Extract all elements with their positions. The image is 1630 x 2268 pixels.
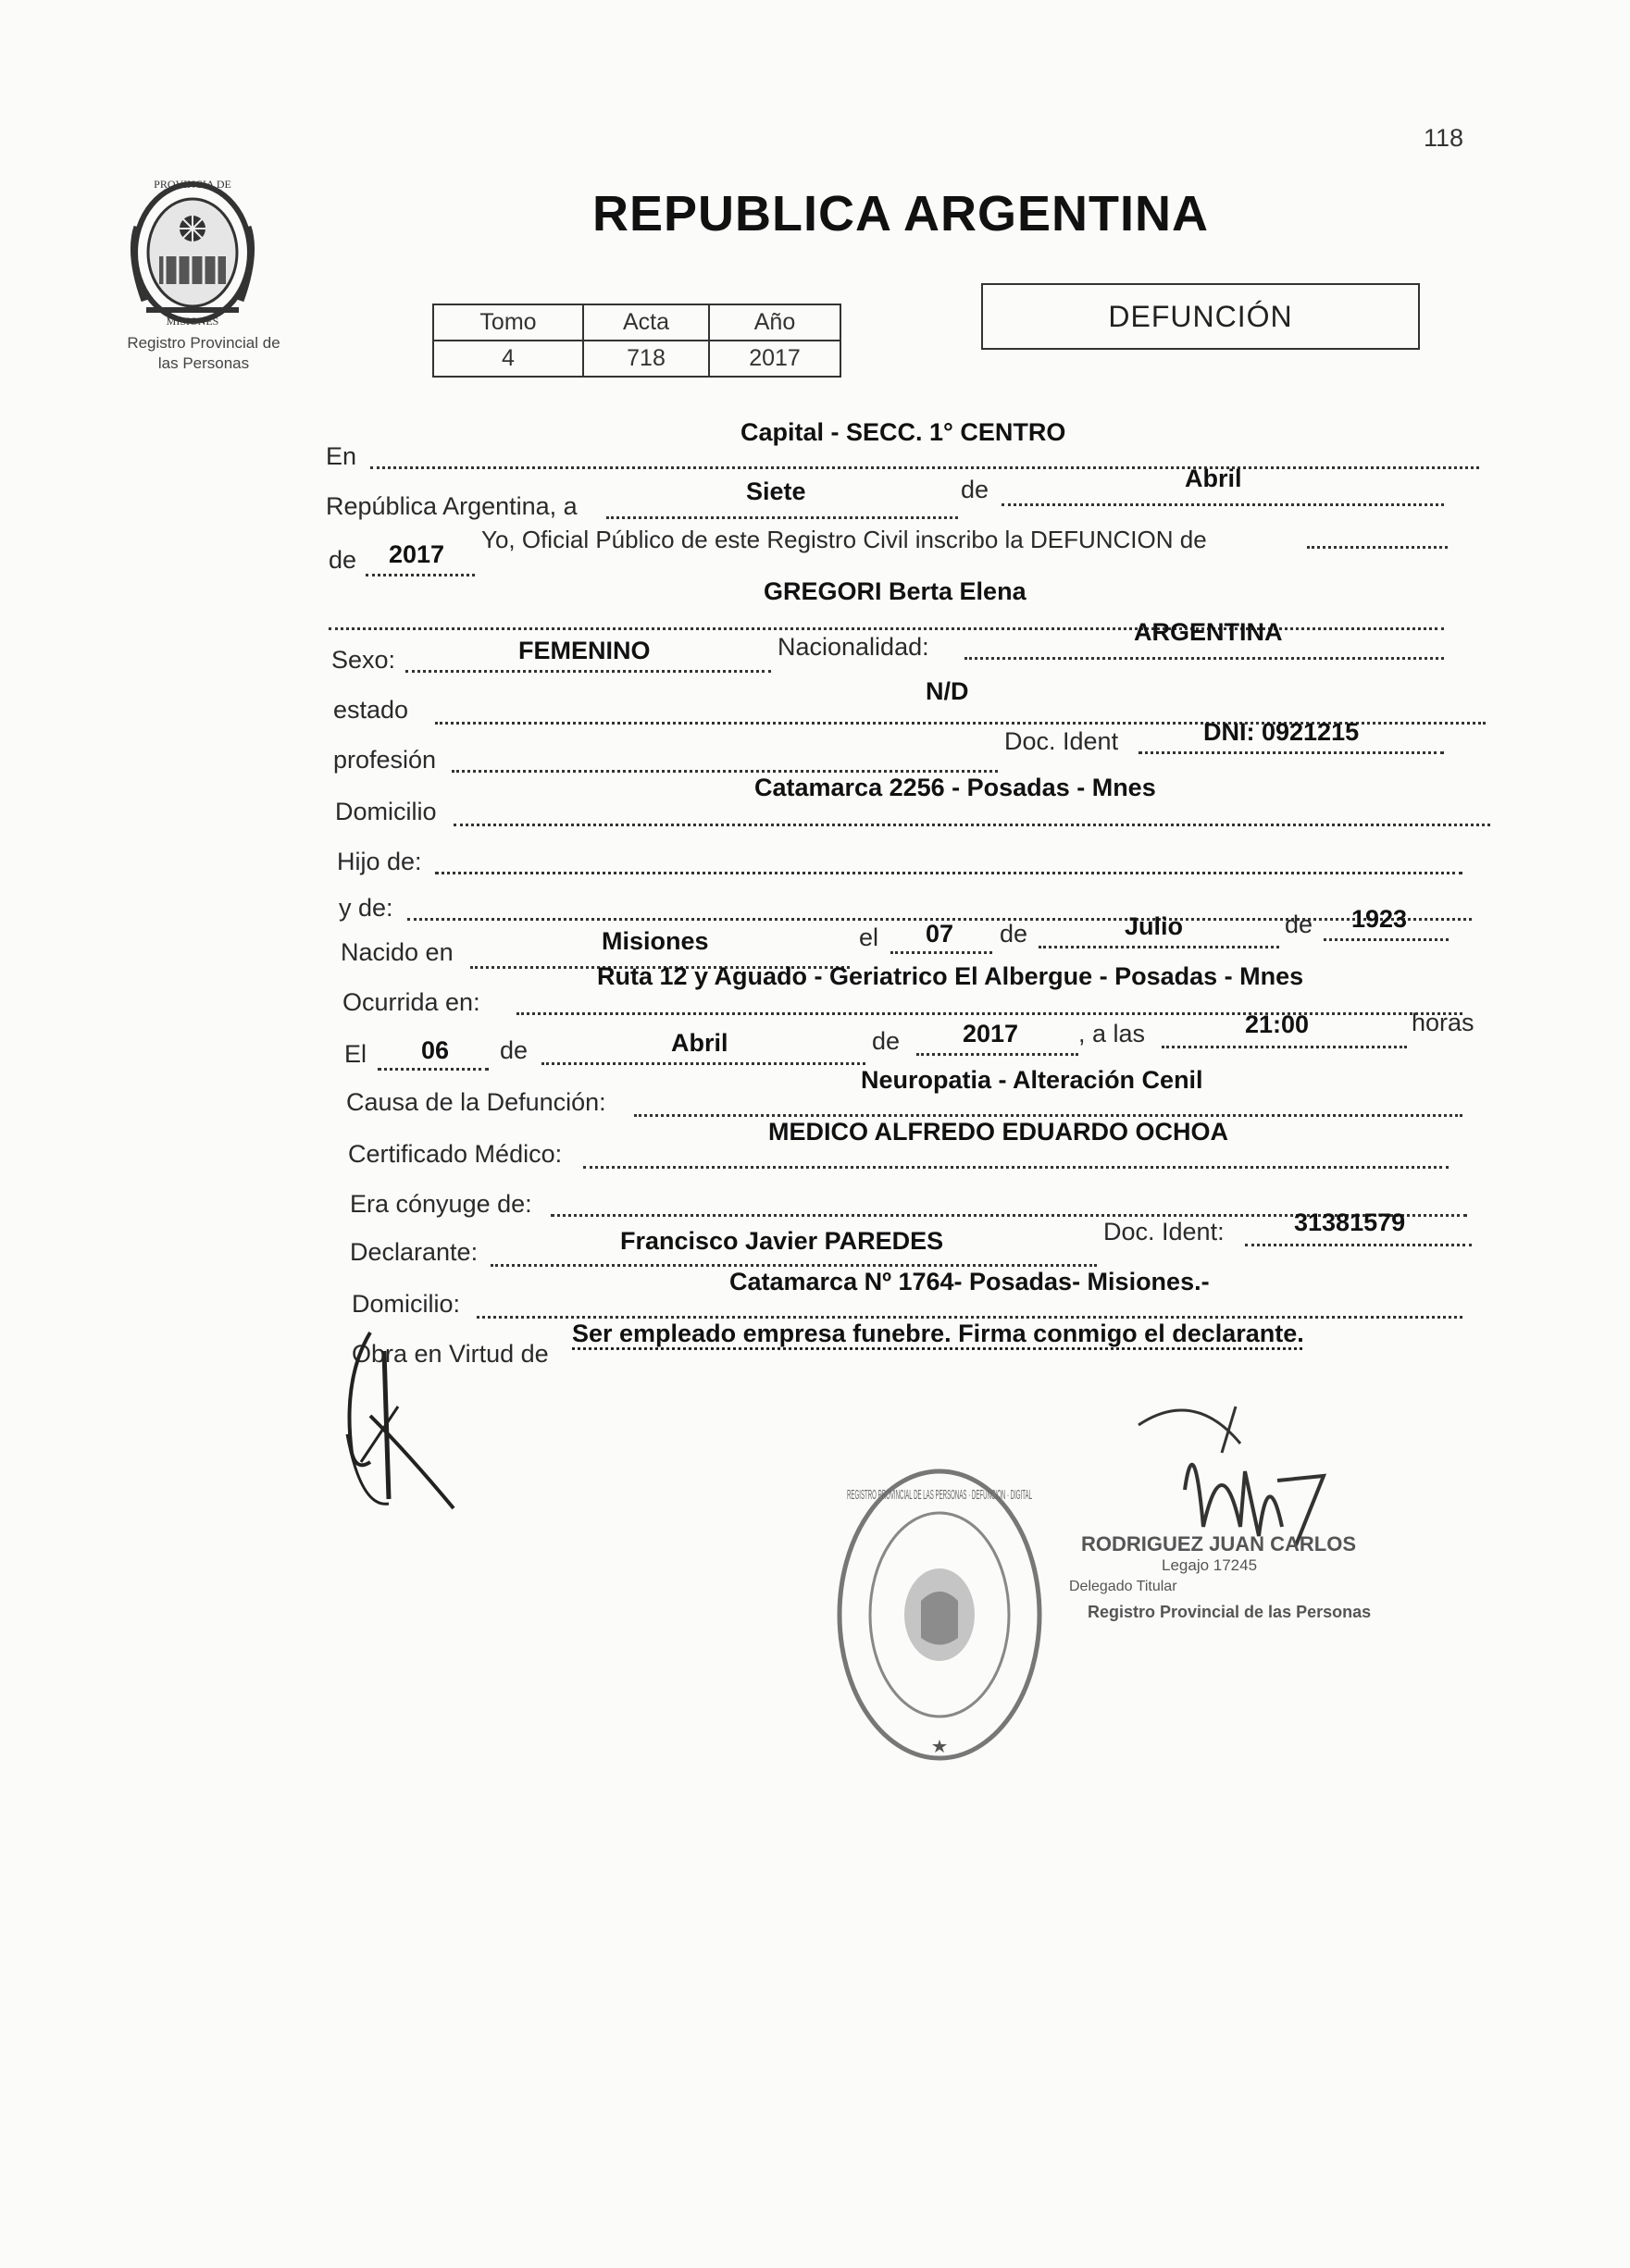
declarante-label: Declarante: [350,1238,479,1266]
domicilio2-label: Domicilio: [352,1290,461,1318]
death-time-value: 21:00 [1245,1010,1310,1038]
profesion-label: profesión [333,746,437,774]
registry-header-ano: Año [709,304,840,341]
death-day-dotted-line [378,1068,489,1071]
domicilio-dotted-line [454,824,1490,826]
month-dotted-line [1002,503,1444,506]
birth-month-dotted-line [1039,946,1279,948]
certificado-value: MEDICO ALFREDO EDUARDO OCHOA [768,1118,1228,1146]
domicilio-label: Domicilio [335,798,437,825]
registry-value-acta: 718 [583,341,709,377]
nacionalidad-label: Nacionalidad: [778,633,929,661]
birth-year-value: 1923 [1351,905,1408,933]
officer-legajo: Legajo 17245 [1162,1556,1258,1574]
declarante-value: Francisco Javier PAREDES [620,1227,944,1255]
republica-label: República Argentina, a [326,492,578,520]
sexo-label: Sexo: [331,646,396,674]
birth-month-value: Julio [1125,912,1184,940]
y-de-label: y de: [339,894,393,922]
nacido-label: Nacido en [341,938,454,966]
estado-value: N/D [926,677,969,705]
officer-role: Delegado Titular [1069,1579,1177,1594]
crest-caption-line2: las Personas [157,354,250,372]
de-label-4: de [1285,911,1313,938]
profesion-dotted-line [452,770,998,773]
death-place-value: Ruta 12 y Aguado - Geriatrico El Albergue - Posadas - Mnes [597,962,1304,990]
document-type-box: DEFUNCIÓN [981,283,1420,350]
horas-label: horas [1412,1009,1474,1036]
inscription-text: Yo, Oficial Público de este Registro Civil inscribo la DEFUNCION de [481,526,1207,553]
domicilio-value: Catamarca 2256 - Posadas - Mnes [754,774,1156,801]
nacionalidad-value: ARGENTINA [1134,618,1283,646]
domicilio2-value: Catamarca Nº 1764- Posadas- Misiones.- [729,1268,1210,1295]
domicilio2-dotted-line [477,1316,1462,1319]
inscription-dotted-line [1307,546,1448,549]
death-year-value: 2017 [963,1020,1019,1047]
a-las-label: , a las [1078,1020,1146,1047]
doc-ident-value: DNI: 0921215 [1203,718,1360,746]
birth-year-dotted-line [1324,938,1449,941]
birthplace-value: Misiones [602,927,709,955]
el-label: el [859,923,879,951]
official-seal-icon [833,1462,1046,1767]
certificado-label: Certificado Médico: [348,1140,563,1168]
document-title: REPUBLICA ARGENTINA [592,186,1209,242]
declarant-signature-icon [333,1323,481,1527]
doc-ident-dotted-line [1139,751,1444,754]
death-month-value: Abril [671,1029,728,1057]
birth-day-value: 07 [926,920,954,948]
ocurrida-dotted-line [516,1012,1462,1015]
doc2-dotted-line [1245,1244,1472,1246]
declarante-dotted-line [491,1264,1097,1267]
time-dotted-line [1162,1046,1407,1048]
doc2-label: Doc. Ident: [1103,1218,1225,1246]
obra-value: Ser empleado empresa funebre. Firma conmigo el declarante. [572,1320,1304,1347]
day-dotted-line [606,516,958,519]
year-dotted-line [366,574,475,576]
seal-text: REGISTRO PROVINCIAL DE LAS PERSONAS · DEFUNCION · DIGITAL [847,1487,1032,1503]
causa-value: Neuropatia - Alteración Cenil [861,1066,1203,1094]
de-label-5: de [500,1036,529,1064]
provincial-crest-icon [118,171,267,328]
causa-dotted-line [634,1114,1462,1117]
sexo-dotted-line [405,670,771,673]
obra-label: Obra en Virtud de [352,1340,549,1368]
en-label: En [326,442,357,470]
month-value: Abril [1185,465,1242,492]
place-value: Capital - SECC. 1° CENTRO [740,418,1066,446]
en-dotted-line [370,466,1479,469]
death-month-dotted-line [541,1062,865,1065]
birth-day-dotted-line [890,951,992,954]
deceased-name-value: GREGORI Berta Elena [764,577,1027,605]
certificado-dotted-line [583,1166,1449,1169]
sexo-value: FEMENINO [518,637,651,664]
doc-ident-label: Doc. Ident [1004,727,1119,755]
nacionalidad-dotted-line [964,657,1444,660]
crest-bottom-text: MISIONES [166,315,219,328]
causa-label: Causa de la Defunción: [346,1088,606,1116]
registry-header-tomo: Tomo [433,304,583,341]
registry-header-acta: Acta [583,304,709,341]
doc2-value: 31381579 [1294,1208,1406,1236]
de-label-2: de [329,546,357,574]
de-label-3: de [1000,920,1028,948]
hijo-dotted-line [435,872,1462,874]
ocurrida-label: Ocurrida en: [342,988,480,1016]
crest-top-text: PROVINCIA DE [154,178,231,191]
estado-label: estado [333,696,409,724]
hijo-label: Hijo de: [337,848,422,875]
crest-caption-line1: Registro Provincial de [127,334,280,352]
el2-label: El [344,1040,367,1068]
officer-name: RODRIGUEZ JUAN CARLOS [1081,1532,1357,1555]
crest-caption [93,333,315,374]
registry-value-tomo: 4 [433,341,583,377]
death-year-dotted-line [916,1053,1078,1056]
de-label-6: de [872,1027,901,1055]
registry-value-ano: 2017 [709,341,840,377]
de-label-1: de [961,476,989,503]
page-number: 118 [1424,124,1464,152]
officer-org: Registro Provincial de las Personas [1088,1603,1372,1621]
year-value: 2017 [389,540,445,568]
conyuge-label: Era cónyuge de: [350,1190,532,1218]
day-value: Siete [746,477,806,505]
registry-table [432,304,841,378]
death-day-value: 06 [421,1036,450,1064]
